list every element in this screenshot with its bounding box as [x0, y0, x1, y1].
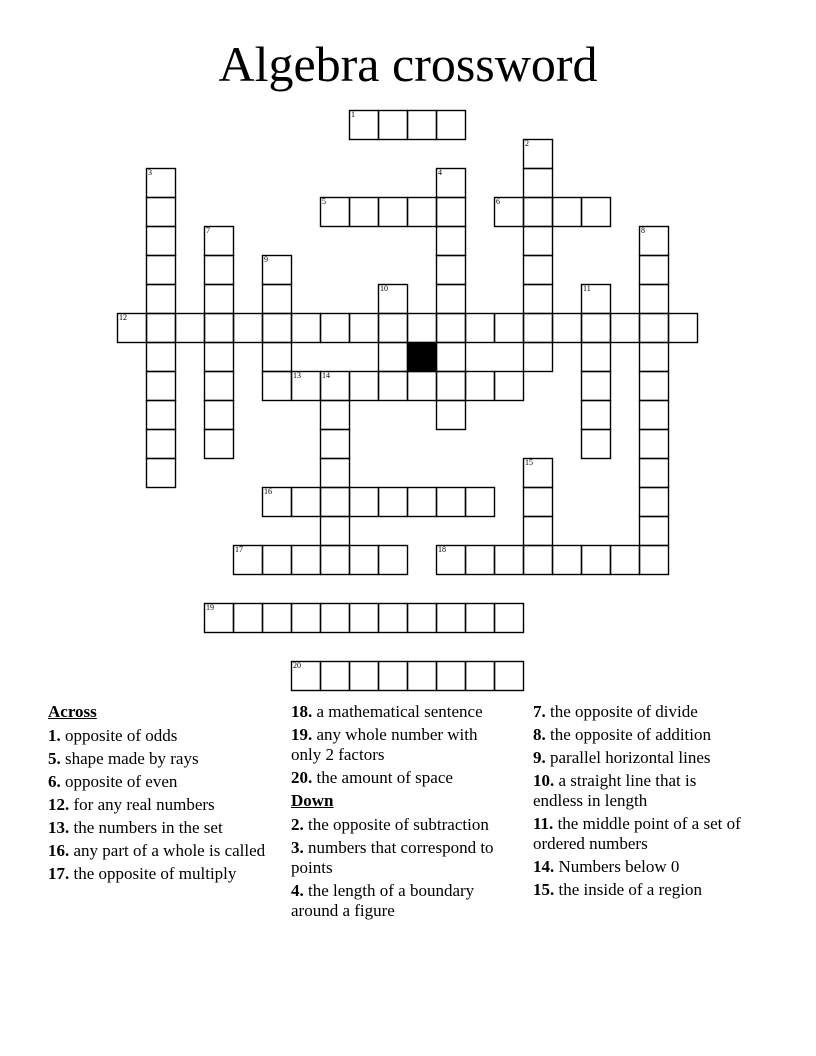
across-clue	[48, 864, 288, 884]
grid-cell[interactable]	[349, 661, 378, 690]
clue-number-label: 19.	[291, 725, 313, 744]
grid-cell[interactable]	[146, 400, 175, 429]
grid-cell[interactable]	[378, 487, 407, 516]
clue-number: 20	[293, 661, 301, 670]
clue-number-label: 14.	[533, 857, 555, 876]
clue-text: Numbers below 0	[554, 857, 680, 876]
grid-cell[interactable]	[320, 429, 349, 458]
grid-cell[interactable]	[523, 487, 552, 516]
grid-cell[interactable]	[436, 197, 465, 226]
grid-cell[interactable]	[204, 603, 233, 632]
grid-cell[interactable]	[552, 545, 581, 574]
grid-cell[interactable]	[262, 342, 291, 371]
grid-cell[interactable]	[204, 284, 233, 313]
grid-cell[interactable]	[407, 110, 436, 139]
clue-text: the opposite of divide	[545, 702, 698, 721]
grid-cell[interactable]	[523, 226, 552, 255]
grid-cell[interactable]	[320, 487, 349, 516]
grid-cell[interactable]	[436, 313, 465, 342]
down-clue	[533, 857, 743, 877]
clue-text: the opposite of multiply	[69, 864, 237, 883]
down-clue	[533, 771, 743, 811]
clue-text: shape made by rays	[60, 749, 199, 768]
grid-cell[interactable]	[436, 168, 465, 197]
grid-cell[interactable]	[523, 168, 552, 197]
clue-text: the amount of space	[312, 768, 453, 787]
grid-cell[interactable]	[320, 516, 349, 545]
grid-cell[interactable]	[523, 197, 552, 226]
clue-number: 9	[264, 255, 268, 264]
grid-cell[interactable]	[349, 603, 378, 632]
down-clue	[291, 838, 506, 878]
grid-cell[interactable]	[494, 661, 523, 690]
grid-cell[interactable]	[436, 226, 465, 255]
grid-cell[interactable]	[146, 284, 175, 313]
clue-number-label: 18.	[291, 702, 313, 721]
clue-text: for any real numbers	[69, 795, 215, 814]
across-clue	[291, 702, 506, 722]
grid-cell[interactable]	[552, 197, 581, 226]
grid-cell[interactable]	[146, 226, 175, 255]
clue-number: 19	[206, 603, 214, 612]
clue-text: any part of a whole is called	[69, 841, 266, 860]
grid-cell[interactable]	[639, 400, 668, 429]
grid-cell[interactable]	[639, 487, 668, 516]
down-clue	[533, 748, 743, 768]
across-clue	[48, 795, 288, 815]
grid-cell[interactable]	[117, 313, 146, 342]
clue-number: 10	[380, 284, 388, 293]
grid-cell[interactable]	[146, 342, 175, 371]
clue-number: 5	[322, 197, 326, 206]
grid-cell[interactable]	[378, 313, 407, 342]
clue-number-label: 13.	[48, 818, 70, 837]
grid-cell[interactable]	[349, 545, 378, 574]
grid-cell[interactable]	[436, 110, 465, 139]
grid-cell[interactable]	[291, 661, 320, 690]
clue-number-label: 10.	[533, 771, 555, 790]
down-clue	[291, 881, 506, 921]
grid-cell[interactable]	[262, 313, 291, 342]
grid-cell[interactable]	[436, 342, 465, 371]
grid-cell[interactable]	[146, 197, 175, 226]
clue-text: the inside of a region	[554, 880, 703, 899]
clue-number: 15	[525, 458, 533, 467]
grid-cell[interactable]	[465, 487, 494, 516]
clue-text: any whole number with only 2 factors	[291, 725, 478, 764]
clue-number: 2	[525, 139, 529, 148]
grid-cell[interactable]	[204, 313, 233, 342]
grid-cell[interactable]	[320, 197, 349, 226]
clue-number: 13	[293, 371, 301, 380]
grid-cell[interactable]	[639, 342, 668, 371]
grid-cell[interactable]	[349, 313, 378, 342]
grid-cell[interactable]	[204, 371, 233, 400]
clue-text: a straight line that is endless in length	[533, 771, 697, 810]
grid-cell[interactable]	[349, 487, 378, 516]
grid-cell[interactable]	[291, 545, 320, 574]
grid-cell[interactable]	[378, 661, 407, 690]
clue-number: 7	[206, 226, 210, 235]
grid-cell[interactable]	[581, 197, 610, 226]
grid-cell[interactable]	[262, 545, 291, 574]
grid-cell[interactable]	[436, 603, 465, 632]
grid-cell[interactable]	[436, 284, 465, 313]
grid-cell[interactable]	[436, 371, 465, 400]
grid-cell[interactable]	[436, 255, 465, 284]
grid-cell[interactable]	[610, 313, 639, 342]
clues-column-3	[533, 702, 743, 903]
grid-cell[interactable]	[262, 603, 291, 632]
grid-cell[interactable]	[639, 255, 668, 284]
page-title: Algebra crossword	[218, 36, 598, 92]
down-clue	[291, 815, 506, 835]
grid-cell[interactable]	[436, 400, 465, 429]
grid-cell[interactable]	[639, 284, 668, 313]
clue-number-label: 8.	[533, 725, 546, 744]
clue-number-label: 20.	[291, 768, 313, 787]
grid-cell[interactable]	[291, 371, 320, 400]
clue-number-label: 11.	[533, 814, 554, 833]
clue-number: 11	[583, 284, 591, 293]
grid-cell[interactable]	[639, 371, 668, 400]
grid-cell[interactable]	[465, 661, 494, 690]
grid-cell[interactable]	[581, 371, 610, 400]
clue-text: the middle point of a set of ordered numbers	[533, 814, 741, 853]
grid-cell[interactable]	[494, 603, 523, 632]
clue-number-label: 6.	[48, 772, 61, 791]
grid-cell[interactable]	[581, 342, 610, 371]
clue-number-label: 9.	[533, 748, 546, 767]
grid-cell[interactable]	[581, 284, 610, 313]
clue-number: 18	[438, 545, 446, 554]
grid-cell[interactable]	[320, 603, 349, 632]
clue-number-label: 12.	[48, 795, 70, 814]
clues-column-1	[48, 702, 288, 887]
grid-cell[interactable]	[378, 342, 407, 371]
clue-number: 4	[438, 168, 442, 177]
grid-cell[interactable]	[204, 342, 233, 371]
grid-cell[interactable]	[639, 458, 668, 487]
clue-text: the numbers in the set	[69, 818, 223, 837]
clue-number-label: 3.	[291, 838, 304, 857]
across-heading: Across	[48, 702, 97, 721]
clue-number: 6	[496, 197, 500, 206]
grid-cell[interactable]	[378, 545, 407, 574]
clue-number: 17	[235, 545, 243, 554]
grid-cell[interactable]	[233, 603, 262, 632]
grid-cell[interactable]	[204, 226, 233, 255]
grid-cell[interactable]	[378, 603, 407, 632]
clue-number-label: 17.	[48, 864, 70, 883]
grid-cell[interactable]	[291, 313, 320, 342]
grid-cell[interactable]	[349, 371, 378, 400]
across-clue	[48, 749, 288, 769]
grid-cell[interactable]	[233, 313, 262, 342]
grid-cell[interactable]	[320, 545, 349, 574]
grid-cell[interactable]	[639, 226, 668, 255]
grid-cell[interactable]	[639, 545, 668, 574]
grid-cell[interactable]	[639, 429, 668, 458]
black-cell	[407, 342, 436, 371]
grid-cell[interactable]	[407, 313, 436, 342]
grid-cell[interactable]	[639, 313, 668, 342]
grid-cell[interactable]	[668, 313, 697, 342]
clues-column-2	[291, 702, 506, 924]
grid-cell[interactable]	[378, 197, 407, 226]
grid-cell[interactable]	[610, 545, 639, 574]
across-clue	[48, 726, 288, 746]
clue-number: 16	[264, 487, 272, 496]
grid-cell[interactable]	[146, 429, 175, 458]
across-clue	[48, 772, 288, 792]
clue-number: 8	[641, 226, 645, 235]
grid-cell[interactable]	[291, 487, 320, 516]
grid-cell[interactable]	[523, 516, 552, 545]
down-clue	[533, 702, 743, 722]
clue-number-label: 2.	[291, 815, 304, 834]
grid-cell[interactable]	[436, 661, 465, 690]
grid-cell[interactable]	[552, 313, 581, 342]
grid-cell[interactable]	[494, 197, 523, 226]
clue-text: the opposite of subtraction	[303, 815, 489, 834]
grid-cell[interactable]	[320, 661, 349, 690]
clue-number-label: 4.	[291, 881, 304, 900]
across-clue	[291, 725, 506, 765]
grid-cell[interactable]	[407, 661, 436, 690]
grid-cell[interactable]	[494, 545, 523, 574]
grid-cell[interactable]	[349, 197, 378, 226]
grid-cell[interactable]	[494, 313, 523, 342]
down-clue	[533, 725, 743, 745]
grid-cell[interactable]	[204, 429, 233, 458]
grid-cell[interactable]	[320, 371, 349, 400]
grid-cell[interactable]	[581, 429, 610, 458]
grid-cell[interactable]	[639, 516, 668, 545]
grid-cell[interactable]	[523, 342, 552, 371]
clue-number-label: 7.	[533, 702, 546, 721]
grid-cell[interactable]	[465, 371, 494, 400]
clue-number-label: 5.	[48, 749, 61, 768]
clue-text: parallel horizontal lines	[545, 748, 711, 767]
grid-cell[interactable]	[204, 255, 233, 284]
grid-cell[interactable]	[146, 255, 175, 284]
grid-cell[interactable]	[204, 400, 233, 429]
grid-cell[interactable]	[407, 371, 436, 400]
clue-text: the length of a boundary around a figure	[291, 881, 475, 920]
grid-cell[interactable]	[581, 313, 610, 342]
grid-cell[interactable]	[407, 603, 436, 632]
clue-text: the opposite of addition	[545, 725, 712, 744]
clue-number-label: 1.	[48, 726, 61, 745]
grid-cell[interactable]	[407, 197, 436, 226]
clue-number: 1	[351, 110, 355, 119]
across-clue	[291, 768, 506, 788]
grid-cell[interactable]	[581, 400, 610, 429]
grid-cell[interactable]	[523, 313, 552, 342]
grid-cell[interactable]	[523, 284, 552, 313]
across-clue	[48, 841, 288, 861]
grid-cell[interactable]	[320, 400, 349, 429]
down-heading: Down	[291, 791, 334, 810]
clue-number: 12	[119, 313, 127, 322]
grid-cell[interactable]	[146, 458, 175, 487]
grid-cell[interactable]	[436, 545, 465, 574]
grid-cell[interactable]	[523, 545, 552, 574]
grid-cell[interactable]	[175, 313, 204, 342]
grid-cell[interactable]	[465, 603, 494, 632]
grid-cell[interactable]	[523, 139, 552, 168]
grid-cell[interactable]	[146, 313, 175, 342]
clue-text: opposite of even	[60, 772, 178, 791]
grid-cell[interactable]	[407, 487, 436, 516]
grid-cell[interactable]	[523, 458, 552, 487]
grid-cell[interactable]	[349, 110, 378, 139]
grid-cell[interactable]	[494, 371, 523, 400]
grid-cell[interactable]	[262, 487, 291, 516]
clue-text: opposite of odds	[60, 726, 178, 745]
grid-cell[interactable]	[378, 284, 407, 313]
grid-cell[interactable]	[378, 371, 407, 400]
grid-cell[interactable]	[465, 545, 494, 574]
clue-number: 14	[322, 371, 330, 380]
grid-cell[interactable]	[291, 603, 320, 632]
down-clue	[533, 880, 743, 900]
clue-number-label: 15.	[533, 880, 555, 899]
clue-text: a mathematical sentence	[312, 702, 483, 721]
grid-cell[interactable]	[262, 255, 291, 284]
down-clue	[533, 814, 743, 854]
grid-cell[interactable]	[262, 284, 291, 313]
grid-cell[interactable]	[523, 255, 552, 284]
grid-cell[interactable]	[436, 487, 465, 516]
grid-cell[interactable]	[320, 313, 349, 342]
clue-number: 3	[148, 168, 152, 177]
grid-cell[interactable]	[233, 545, 262, 574]
grid-cell[interactable]	[262, 371, 291, 400]
across-clue	[48, 818, 288, 838]
clue-number-label: 16.	[48, 841, 70, 860]
grid-cell[interactable]	[465, 313, 494, 342]
grid-cell[interactable]	[146, 371, 175, 400]
grid-cell[interactable]	[378, 110, 407, 139]
clue-text: numbers that correspond to points	[291, 838, 494, 877]
grid-cell[interactable]	[581, 545, 610, 574]
grid-cell[interactable]	[146, 168, 175, 197]
grid-cell[interactable]	[320, 458, 349, 487]
